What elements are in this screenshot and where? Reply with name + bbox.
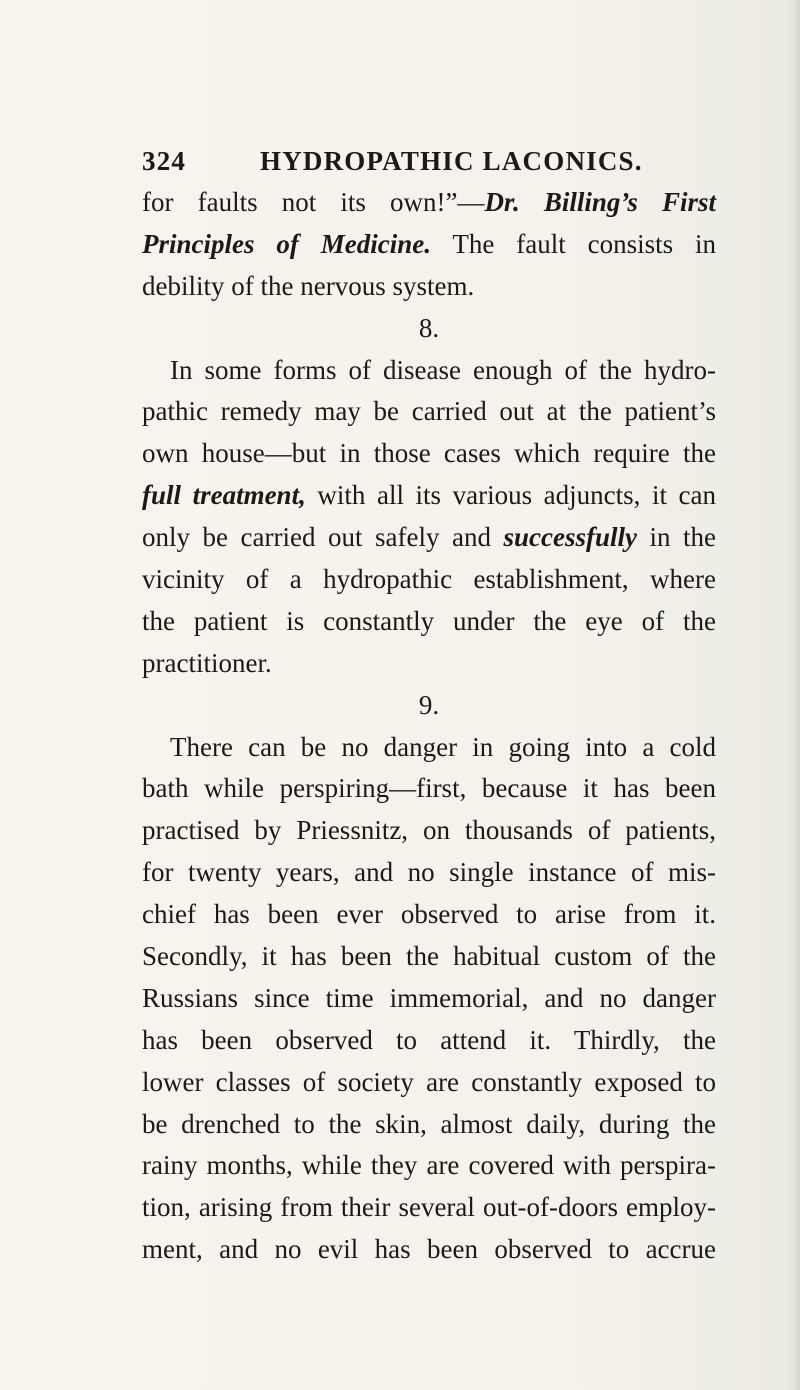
- emphasis-italic: full treatment,: [142, 480, 306, 511]
- citation-italic: Principles of Medicine.: [142, 228, 431, 259]
- text-line: for twenty years, and no single instance of mis-: [142, 857, 716, 888]
- text-line: practised by Priessnitz, on thousands of patients,: [142, 815, 716, 846]
- text-line: [142, 224, 716, 266]
- text-line: Russians since time immemorial, and no danger: [142, 982, 716, 1013]
- text-line: vicinity of a hydropathic establishment, where: [142, 564, 716, 595]
- section-number: 9.: [418, 689, 440, 720]
- text-run: only be carried out safely and: [142, 522, 504, 553]
- text-run: in the: [636, 522, 716, 553]
- page-header: [142, 146, 702, 177]
- page-body: [142, 182, 716, 1271]
- page-number: 324: [142, 146, 187, 176]
- text-line: [142, 517, 716, 559]
- text-line: [142, 182, 716, 224]
- text-line: Secondly, it has been the habitual custom of the: [142, 941, 716, 972]
- text-line: lower classes of society are constantly exposed to: [142, 1066, 716, 1097]
- text-line: own house—but in those cases which require the: [142, 438, 716, 469]
- emphasis-italic: successfully: [503, 522, 637, 553]
- text-line: ment, and no evil has been observed to accrue: [142, 1234, 716, 1265]
- text-line: pathic remedy may be carried out at the patient’s: [142, 396, 716, 427]
- text-line: debility of the nervous system.: [142, 270, 475, 301]
- text-line: chief has been ever observed to arise from it.: [142, 899, 716, 930]
- page-edge-shadow: [786, 0, 800, 1390]
- citation-italic: Dr. Billing’s First: [484, 187, 716, 217]
- text-run: The fault consists in: [430, 228, 716, 259]
- text-line: [142, 475, 716, 517]
- text-line: has been observed to attend it. Thirdly, the: [142, 1024, 716, 1055]
- section-number: 8.: [418, 312, 440, 343]
- text-line: the patient is constantly under the eye of the: [142, 605, 716, 636]
- paragraph-first-line: There can be no danger in going into a cold: [170, 731, 716, 762]
- text-run: with all its various adjuncts, it can: [305, 480, 716, 511]
- text-line: rainy months, while they are covered with perspira-: [142, 1150, 716, 1181]
- text-line: bath while perspiring—first, because it has been: [142, 773, 716, 804]
- running-head: HYDROPATHIC LACONICS.: [260, 146, 643, 176]
- text-run: for faults not its own!”—: [142, 187, 485, 217]
- text-line: be drenched to the skin, almost daily, during the: [142, 1108, 716, 1139]
- text-line: practitioner.: [142, 647, 272, 678]
- paragraph-first-line: In some forms of disease enough of the hydro-: [170, 354, 716, 385]
- text-line: tion, arising from their several out-of-doors employ-: [142, 1192, 716, 1223]
